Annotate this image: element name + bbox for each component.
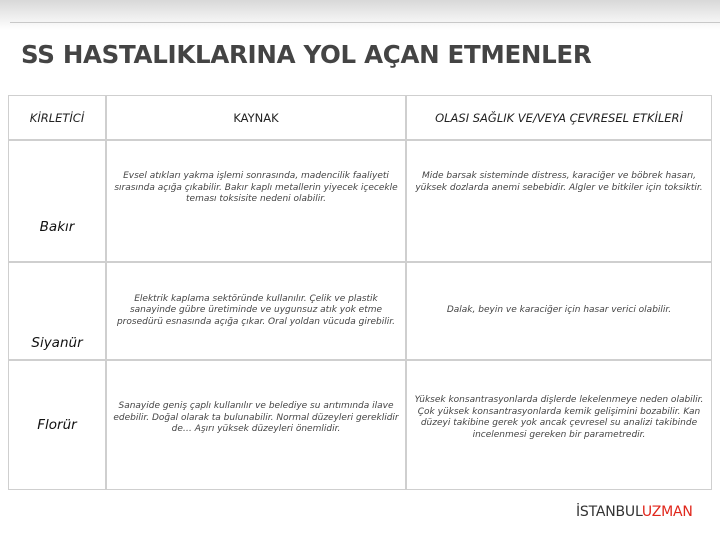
table-row: [8, 262, 712, 360]
header-source: KAYNAK: [106, 95, 406, 140]
brand-logo: [576, 504, 693, 520]
header-effects: OLASI SAĞLIK VE/VEYA ÇEVRESEL ETKİLERİ: [406, 95, 712, 140]
table-row: [8, 360, 712, 490]
source-cell: Sanayide geniş çaplı kullanılır ve belediye su arıtımında ilave edebilir. Doğal olarak ta bulunabilir. Normal düzeyleri gereklidir de… Aşırı yüksek düzeyleri önemlidir.: [106, 360, 406, 490]
source-cell: Elektrik kaplama sektöründe kullanılır. Çelik ve plastik sanayinde gübre üretiminde ve uygunsuz atık yok etme prosedürü esnasında açığa çıkar. Oral yoldan vücuda girebilir.: [106, 262, 406, 360]
top-divider: [10, 22, 720, 23]
pollutant-cell: Florür: [8, 360, 106, 490]
brand-part-1: İSTANBUL: [576, 504, 642, 520]
pollutant-cell: Siyanür: [8, 262, 106, 360]
pollutant-table: [8, 95, 712, 490]
table-row: [8, 140, 712, 262]
slide-title: SS HASTALIKLARINA YOL AÇAN ETMENLER: [21, 40, 592, 69]
table-header-row: [8, 95, 712, 140]
top-gradient-band: [0, 0, 720, 30]
source-cell: Evsel atıkları yakma işlemi sonrasında, madencilik faaliyeti sırasında açığa çıkabilir. Bakır kaplı metallerin yiyecek içecekle teması toksisite nedeni olabilir.: [106, 140, 406, 262]
header-pollutant: KİRLETİCİ: [8, 95, 106, 140]
effects-cell: Mide barsak sisteminde distress, karaciğer ve böbrek hasarı, yüksek dozlarda anemi sebebidir. Algler ve bitkiler için toksiktir.: [406, 140, 712, 262]
pollutant-cell: Bakır: [8, 140, 106, 262]
effects-cell: Yüksek konsantrasyonlarda dişlerde lekelenmeye neden olabilir. Çok yüksek konsantrasyonlarda kemik gelişimini bozabilir. Kan düzeyi takibine gerek yok ancak çevresel su analizi takibinde incelenmesi gereken bir parametredir.: [406, 360, 712, 490]
effects-cell: Dalak, beyin ve karaciğer için hasar verici olabilir.: [406, 262, 712, 360]
brand-part-2: UZMAN: [641, 504, 693, 520]
